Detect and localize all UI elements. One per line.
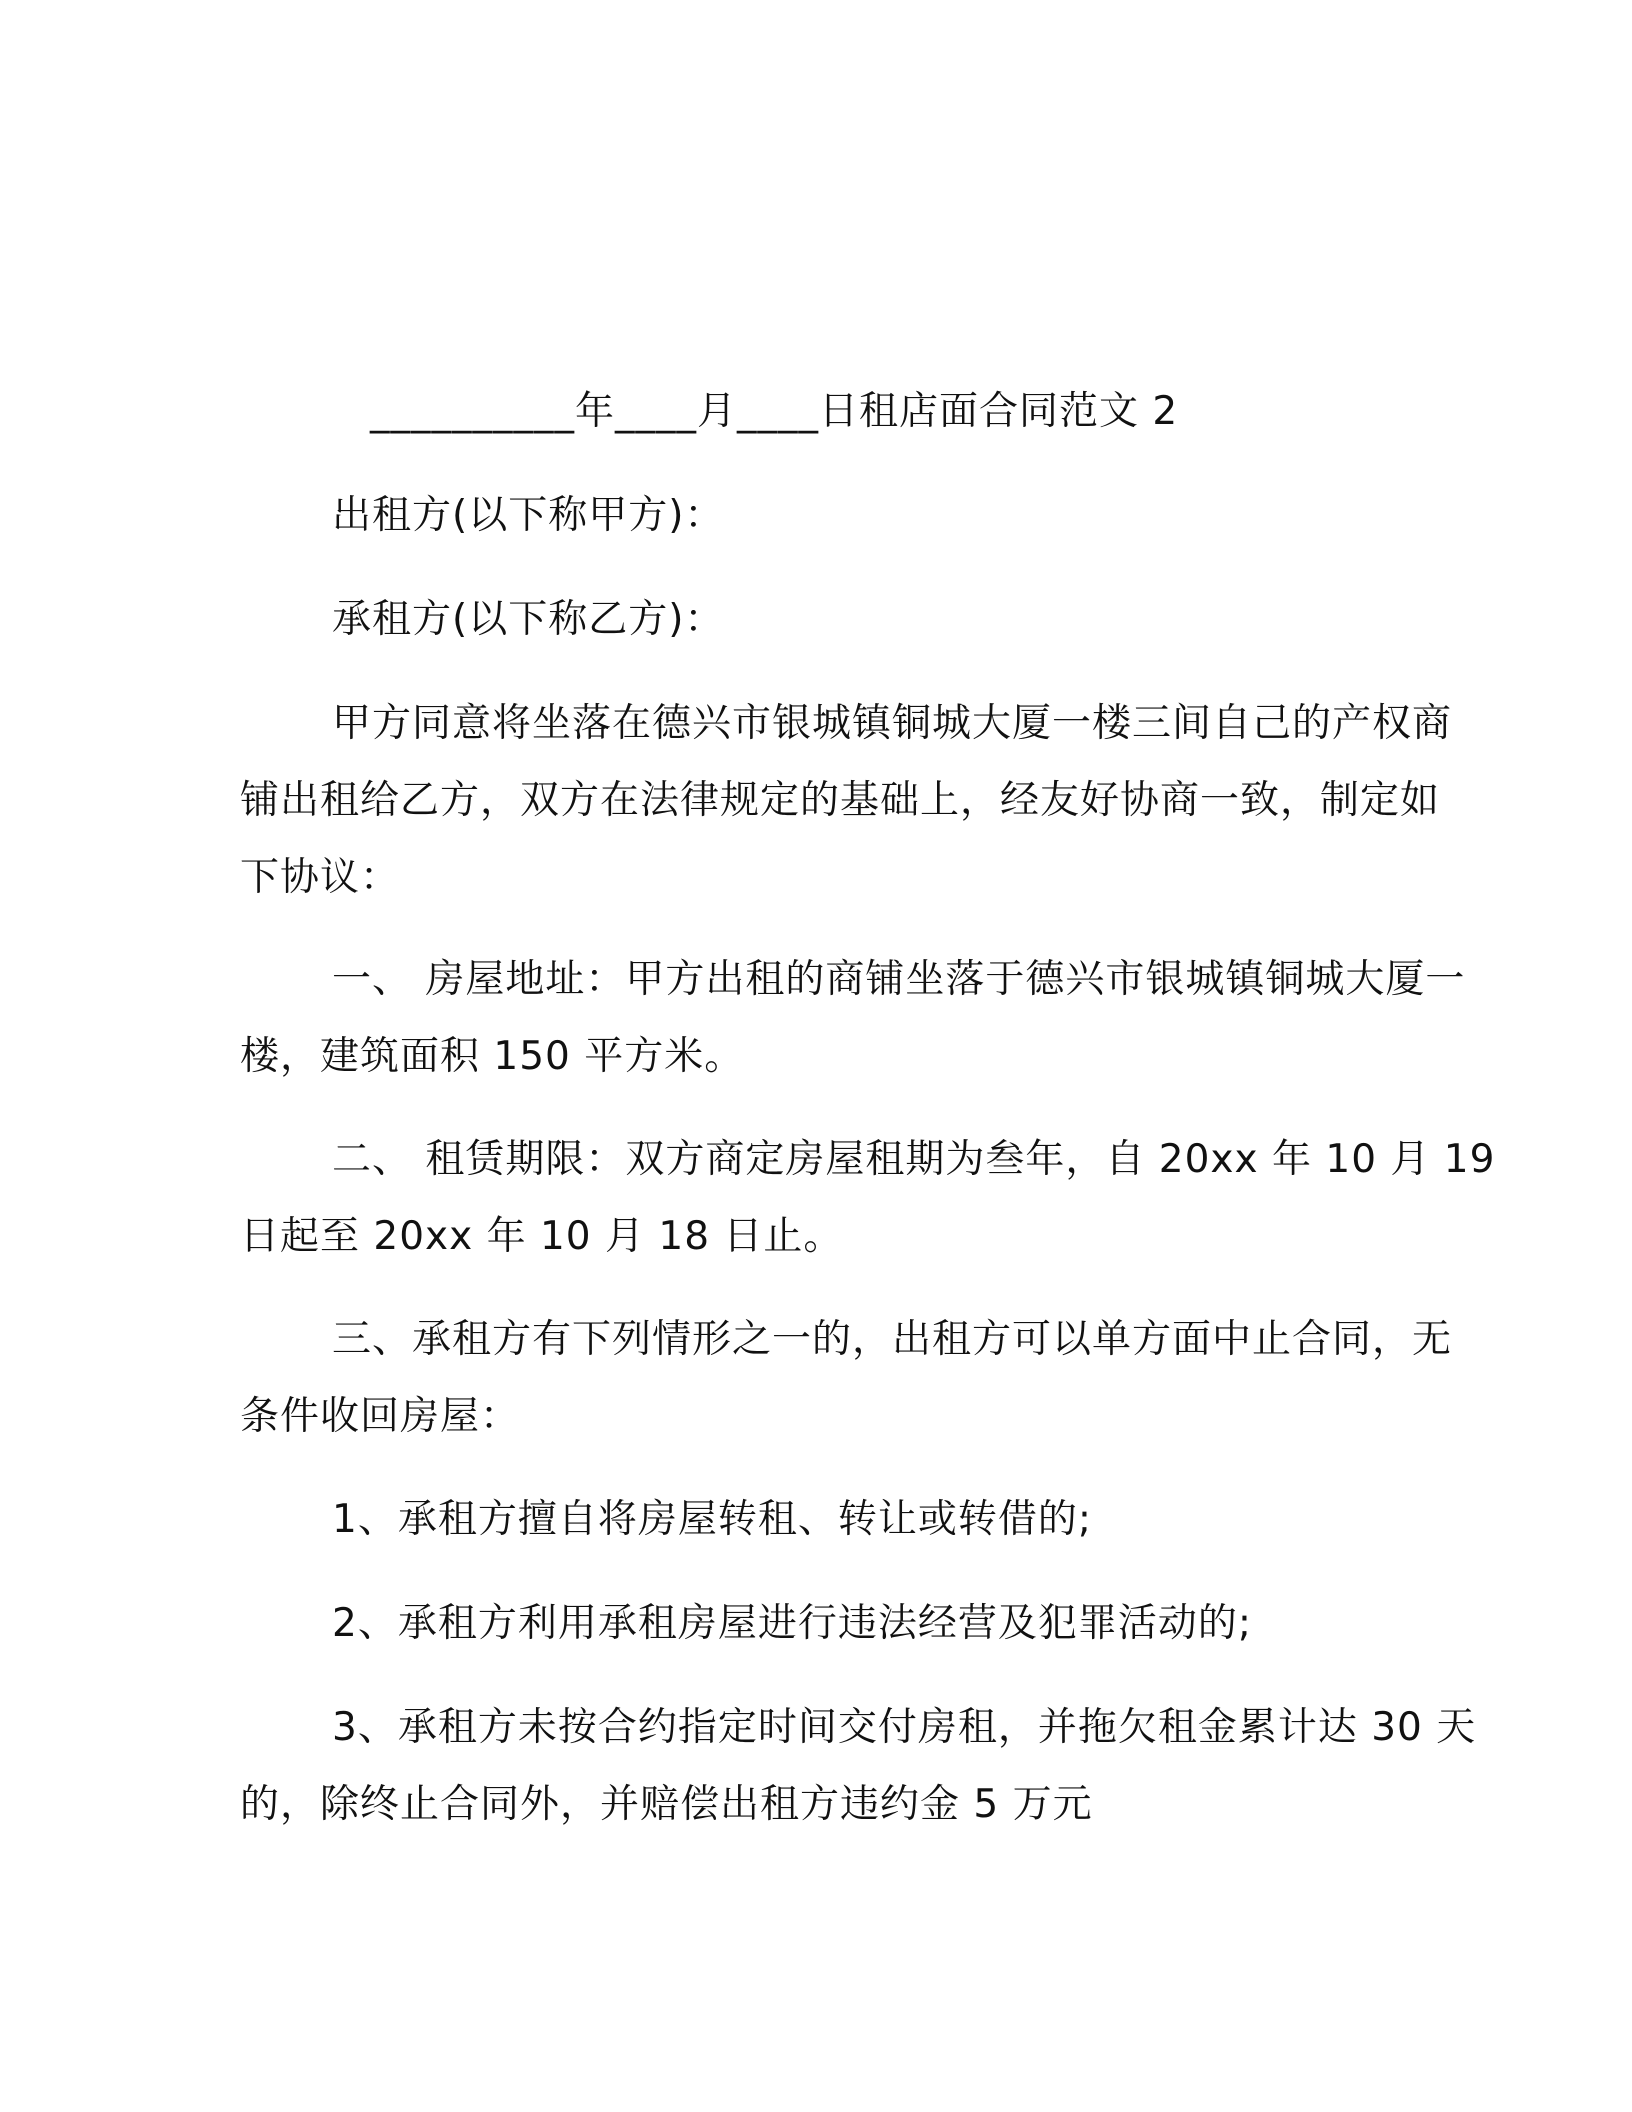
intro-line-3: 下协议： — [240, 855, 401, 900]
clause-3-line-1: 三、承租方有下列情形之一的，出租方可以单方面中止合同，无 — [332, 1317, 1453, 1362]
clause-1-line-1: 一、 房屋地址：甲方出租的商铺坐落于德兴市银城镇铜城大厦一 — [332, 957, 1466, 1002]
clause-3-line-2: 条件收回房屋： — [240, 1394, 521, 1439]
lessee-label: 承租方(以下称乙方)： — [332, 597, 725, 642]
item-1: 1、承租方擅自将房屋转租、转让或转借的; — [332, 1497, 1092, 1542]
clause-2-line-2: 日起至 20xx 年 10 月 18 日止。 — [240, 1214, 844, 1259]
document-title: __________年____月____日租店面合同范文 2 — [370, 389, 1179, 434]
item-2: 2、承租方利用承租房屋进行违法经营及犯罪活动的; — [332, 1601, 1252, 1646]
item-3-line-2: 的，除终止合同外，并赔偿出租方违约金 5 万元 — [240, 1782, 1093, 1827]
intro-line-1: 甲方同意将坐落在德兴市银城镇铜城大厦一楼三间自己的产权商 — [332, 701, 1453, 746]
item-3-line-1: 3、承租方未按合约指定时间交付房租，并拖欠租金累计达 30 天 — [332, 1705, 1477, 1750]
clause-1-line-2: 楼，建筑面积 150 平方米。 — [240, 1034, 745, 1079]
intro-line-2: 铺出租给乙方，双方在法律规定的基础上，经友好协商一致，制定如 — [240, 778, 1441, 823]
clause-2-line-1: 二、 租赁期限：双方商定房屋租期为叁年，自 20xx 年 10 月 19 — [332, 1137, 1496, 1182]
lessor-label: 出租方(以下称甲方)： — [332, 493, 725, 538]
